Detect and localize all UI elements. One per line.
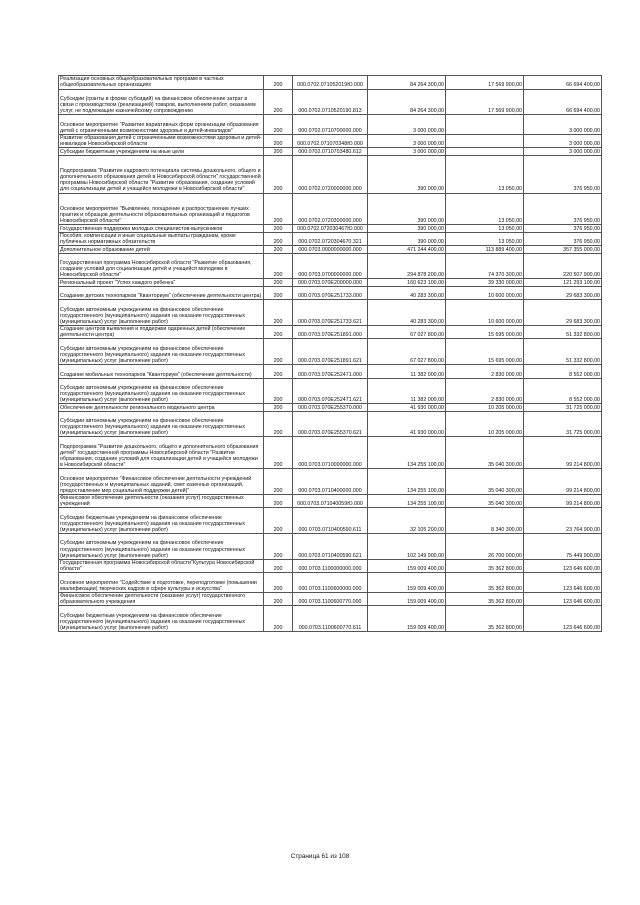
admin-code: 200 <box>264 193 293 225</box>
admin-code: 200 <box>264 606 293 632</box>
executed-amount: 39 330 000,00 <box>446 279 524 286</box>
table-row <box>59 534 602 560</box>
classification-code: 000.0703.070E251891.621 <box>293 339 368 365</box>
admin-code: 200 <box>264 469 293 495</box>
admin-code: 200 <box>264 534 293 560</box>
table-row <box>59 148 602 155</box>
executed-amount: 10 600 000,00 <box>446 300 524 326</box>
remaining-amount: 376 950,00 <box>524 232 602 246</box>
classification-code: 000.0703.070E252471.621 <box>293 378 368 404</box>
remaining-amount: 99 214 800,00 <box>524 469 602 495</box>
approved-amount: 84 264 300,00 <box>368 89 446 115</box>
classification-code: 000.0703.070E200000.000 <box>293 279 368 286</box>
approved-amount: 159 009 400,00 <box>368 573 446 593</box>
row-description: Основное мероприятие "Содействие в подготовке, переподготовке (повышении квалификации) творческих кадров в сфере культуры и искусства" <box>59 573 264 593</box>
remaining-amount: 123 646 600,00 <box>524 573 602 593</box>
admin-code: 200 <box>264 559 293 573</box>
table-row <box>59 573 602 593</box>
classification-code: 000.0702.0710700000.000 <box>293 115 368 135</box>
row-description: Государственная программа Новосибирской области"Культура Новосибирской области" <box>59 559 264 573</box>
row-description: Субсидии (гранты в форме субсидий) на финансовое обеспечение затрат в связи с производством (реализацией) товаров, выполнением работ, оказанием услуг, не подлежащие казначейскому сопровождению <box>59 89 264 115</box>
table-row <box>59 411 602 437</box>
executed-amount: 35 362 800,00 <box>446 606 524 632</box>
executed-amount: 113 889 400,00 <box>446 246 524 253</box>
row-description: Пособия, компенсации и иные социальные выплаты гражданам, кроме публичных нормативных обязательств <box>59 232 264 246</box>
classification-code: 000.0702.0710520190.813 <box>293 89 368 115</box>
table-row <box>59 279 602 286</box>
table-row <box>59 404 602 411</box>
classification-code: 000.0702.071070348Ю.000 <box>293 134 368 148</box>
remaining-amount: 3 000 000,00 <box>524 115 602 135</box>
row-description: Субсидии бюджетным учреждениям на финансовое обеспечение государственного (муниципального) задания на оказание государственных (муниципальных) услуг (выполнение работ) <box>59 508 264 534</box>
classification-code: 000.0703.070E251733.000 <box>293 286 368 300</box>
executed-amount: 8 340 300,00 <box>446 508 524 534</box>
admin-code: 200 <box>264 508 293 534</box>
executed-amount: 10 205 000,00 <box>446 404 524 411</box>
table-row <box>59 253 602 279</box>
table-row <box>59 232 602 246</box>
remaining-amount: 123 646 600,00 <box>524 606 602 632</box>
table-row <box>59 193 602 225</box>
executed-amount: 35 362 800,00 <box>446 573 524 593</box>
row-description: Подпрограмма "Развитие дошкольного, общего и дополнительного образования детей" государственной программы Новосибирской области "Развитие образования, создание условий для социализации детей и учащейся молодежи в Новосибирской области" <box>59 437 264 469</box>
executed-amount: 74 370 300,00 <box>446 253 524 279</box>
admin-code: 200 <box>264 494 293 508</box>
admin-code: 200 <box>264 89 293 115</box>
table-row <box>59 494 602 508</box>
classification-code: 000.0702.071052019Ю.000 <box>293 76 368 90</box>
admin-code: 200 <box>264 573 293 593</box>
executed-amount: 17 569 900,00 <box>446 89 524 115</box>
executed-amount: 17 569 900,00 <box>446 76 524 90</box>
admin-code: 200 <box>264 339 293 365</box>
approved-amount: 390 000,00 <box>368 225 446 232</box>
executed-amount: 13 050,00 <box>446 155 524 193</box>
table-row <box>59 286 602 300</box>
row-description: Основное мероприятие "Развитие вариативных форм организации образования детей с ограниченными возможностями здоровья и детей-инвалидов" <box>59 115 264 135</box>
approved-amount: 134 255 100,00 <box>368 494 446 508</box>
row-description: Подпрограмма "Развитие кадрового потенциала системы дошкольного, общего и дополнительного образования детей в Новосибирской области" государственной программы Новосибирской области "Развитие образования, создание условий для социализации детей и учащейся молодежи в Новосибирской области" <box>59 155 264 193</box>
admin-code: 200 <box>264 365 293 379</box>
row-description: Основное мероприятие "Выявление, поощрение и распространение лучших практик и образцов деятельности образовательных организаций и педагогов Новосибирской области" <box>59 193 264 225</box>
classification-code: 000.0703.0710400590.611 <box>293 508 368 534</box>
classification-code: 000.0703.1100600770.000 <box>293 592 368 606</box>
approved-amount: 40 283 300,00 <box>368 300 446 326</box>
classification-code: 000.0703.0700000000.000 <box>293 253 368 279</box>
classification-code: 000.0703.1100000000.000 <box>293 559 368 573</box>
table-row <box>59 134 602 148</box>
executed-amount: 35 362 800,00 <box>446 592 524 606</box>
executed-amount: 35 040 300,00 <box>446 469 524 495</box>
classification-code: 000.0702.072030467Ю.000 <box>293 225 368 232</box>
row-description: Финансовое обеспечение деятельности (оказания услуг) государственных учреждений <box>59 494 264 508</box>
approved-amount: 102 149 900,00 <box>368 534 446 560</box>
table-row <box>59 508 602 534</box>
classification-code: 000.0703.0710400000.000 <box>293 469 368 495</box>
approved-amount: 159 009 400,00 <box>368 606 446 632</box>
admin-code: 200 <box>264 411 293 437</box>
executed-amount: 13 050,00 <box>446 232 524 246</box>
row-description: Субсидии автономным учреждениям на финансовое обеспечение государственного (муниципального) задания на оказание государственных (муниципальных) услуг (выполнение работ) <box>59 534 264 560</box>
approved-amount: 11 382 000,00 <box>368 378 446 404</box>
classification-code: 000.0703.0000000000.000 <box>293 246 368 253</box>
remaining-amount: 220 507 900,00 <box>524 253 602 279</box>
row-description: Субсидии автономным учреждениям на финансовое обеспечение государственного (муниципального) задания на оказание государственных (муниципальных) услуг (выполнение работ) <box>59 411 264 437</box>
remaining-amount: 123 646 600,00 <box>524 592 602 606</box>
table-row <box>59 155 602 193</box>
remaining-amount: 357 355 000,00 <box>524 246 602 253</box>
classification-code: 000.0703.070E252471.000 <box>293 365 368 379</box>
approved-amount: 159 009 400,00 <box>368 592 446 606</box>
approved-amount: 390 000,00 <box>368 232 446 246</box>
classification-code: 000.0702.0710703480.612 <box>293 148 368 155</box>
row-description: Создание мобильных технопарков "Кванториум" (обеспечение деятельности) <box>59 365 264 379</box>
executed-amount <box>446 134 524 148</box>
classification-code: 000.0703.0710000000.000 <box>293 437 368 469</box>
executed-amount <box>446 115 524 135</box>
table-row <box>59 365 602 379</box>
executed-amount: 15 695 000,00 <box>446 325 524 339</box>
page-footer: Страница 61 из 108 <box>290 853 350 860</box>
approved-amount: 390 000,00 <box>368 155 446 193</box>
admin-code: 200 <box>264 253 293 279</box>
row-description: Субсидии бюджетным учреждениям на иные цели <box>59 148 264 155</box>
row-description: Государственная программа Новосибирской области "Развитие образования, создание условий для социализации детей и учащейся молодежи в Новосибирской области" <box>59 253 264 279</box>
table-row <box>59 592 602 606</box>
admin-code: 200 <box>264 232 293 246</box>
remaining-amount: 99 214 800,00 <box>524 494 602 508</box>
approved-amount: 41 930 000,00 <box>368 411 446 437</box>
row-description: Дополнительное образование детей <box>59 246 264 253</box>
remaining-amount: 23 764 900,00 <box>524 508 602 534</box>
admin-code: 200 <box>264 148 293 155</box>
classification-code: 000.0703.070E255370.000 <box>293 404 368 411</box>
executed-amount: 35 362 800,00 <box>446 559 524 573</box>
table-row <box>59 469 602 495</box>
row-description: Создание детских технопарков "Кванториум" (обеспечение деятельности центра) <box>59 286 264 300</box>
budget-table <box>58 75 602 632</box>
remaining-amount: 51 332 800,00 <box>524 325 602 339</box>
row-description: Основное мероприятие "Финансовое обеспечение деятельности учреждений (государственных и муниципальных заданий, смет казенных организаций, предоставление мер социальной поддержки детей)" <box>59 469 264 495</box>
classification-code: 000.0702.0720304670.321 <box>293 232 368 246</box>
classification-code: 000.0702.0720000000.000 <box>293 155 368 193</box>
approved-amount: 3 000 000,00 <box>368 148 446 155</box>
approved-amount: 134 255 100,00 <box>368 437 446 469</box>
remaining-amount: 121 293 100,00 <box>524 279 602 286</box>
executed-amount <box>446 148 524 155</box>
approved-amount: 3 000 000,00 <box>368 115 446 135</box>
admin-code: 200 <box>264 246 293 253</box>
table-row <box>59 559 602 573</box>
remaining-amount: 31 725 000,00 <box>524 404 602 411</box>
admin-code: 200 <box>264 286 293 300</box>
admin-code: 200 <box>264 76 293 90</box>
table-row <box>59 339 602 365</box>
executed-amount: 15 695 000,00 <box>446 339 524 365</box>
remaining-amount: 376 950,00 <box>524 193 602 225</box>
table-row <box>59 437 602 469</box>
row-description: Субсидии автономным учреждениям на финансовое обеспечение государственного (муниципального) задания на оказание государственных (муниципальных) услуг (выполнение работ) <box>59 300 264 326</box>
row-description: Субсидии автономным учреждениям на финансовое обеспечение государственного (муниципального) задания на оказание государственных (муниципальных) услуг (выполнение работ) <box>59 378 264 404</box>
executed-amount: 35 040 300,00 <box>446 494 524 508</box>
approved-amount: 390 000,00 <box>368 193 446 225</box>
table-row <box>59 89 602 115</box>
classification-code: 000.0702.0720300000.000 <box>293 193 368 225</box>
admin-code: 200 <box>264 300 293 326</box>
approved-amount: 471 244 400,00 <box>368 246 446 253</box>
admin-code: 200 <box>264 325 293 339</box>
executed-amount: 26 700 000,00 <box>446 534 524 560</box>
classification-code: 000.0703.1100600770.611 <box>293 606 368 632</box>
admin-code: 200 <box>264 155 293 193</box>
approved-amount: 11 382 000,00 <box>368 365 446 379</box>
executed-amount: 13 050,00 <box>446 225 524 232</box>
remaining-amount: 31 725 000,00 <box>524 411 602 437</box>
row-description: Субсидии бюджетным учреждениям на финансовое обеспечение государственного (муниципального) задания на оказание государственных (муниципальных) услуг (выполнение работ) <box>59 606 264 632</box>
admin-code: 200 <box>264 134 293 148</box>
row-description: Обеспечение деятельности регионального модельного центра <box>59 404 264 411</box>
approved-amount: 160 623 100,00 <box>368 279 446 286</box>
remaining-amount: 3 000 000,00 <box>524 148 602 155</box>
remaining-amount: 66 694 400,00 <box>524 76 602 90</box>
remaining-amount: 75 449 900,00 <box>524 534 602 560</box>
row-description: Субсидии автономным учреждениям на финансовое обеспечение государственного (муниципального) задания на оказание государственных (муниципальных) услуг (выполнение работ) <box>59 339 264 365</box>
admin-code: 200 <box>264 378 293 404</box>
executed-amount: 2 830 000,00 <box>446 365 524 379</box>
row-description: Развитие образования детей с ограниченными возможностями здоровья и детей-инвалидов Новосибирской области <box>60 135 262 148</box>
remaining-amount: 66 694 400,00 <box>524 89 602 115</box>
classification-code: 000.0703.070E251891.000 <box>293 325 368 339</box>
approved-amount: 3 000 000,00 <box>368 134 446 148</box>
approved-amount: 159 009 400,00 <box>368 559 446 573</box>
remaining-amount: 51 332 800,00 <box>524 339 602 365</box>
table-row <box>59 300 602 326</box>
table-row <box>59 246 602 253</box>
classification-code: 000.0703.071040059Ю.000 <box>293 494 368 508</box>
approved-amount: 294 878 200,00 <box>368 253 446 279</box>
table-row <box>59 606 602 632</box>
classification-code: 000.0703.070E255370.621 <box>293 411 368 437</box>
admin-code: 200 <box>264 437 293 469</box>
table-row <box>59 115 602 135</box>
budget-table-body <box>59 76 602 632</box>
admin-code: 200 <box>264 279 293 286</box>
remaining-amount: 376 950,00 <box>524 155 602 193</box>
approved-amount: 67 027 800,00 <box>368 339 446 365</box>
table-row <box>59 225 602 232</box>
approved-amount: 40 283 300,00 <box>368 286 446 300</box>
admin-code: 200 <box>264 225 293 232</box>
classification-code: 000.0703.0710400590.621 <box>293 534 368 560</box>
row-description: Государственная поддержка молодых специалистов-выпускников <box>59 225 264 232</box>
executed-amount: 10 205 000,00 <box>446 411 524 437</box>
table-row <box>59 76 602 90</box>
approved-amount: 134 255 100,00 <box>368 469 446 495</box>
approved-amount: 32 105 200,00 <box>368 508 446 534</box>
admin-code: 200 <box>264 404 293 411</box>
approved-amount: 41 930 000,00 <box>368 404 446 411</box>
row-description: Реализация основных общеобразовательных программ в частных общеобразовательных организациях <box>59 76 264 90</box>
row-description: Региональный проект "Успех каждого ребенка" <box>59 279 264 286</box>
classification-code: 000.0703.070E251733.621 <box>293 300 368 326</box>
table-row <box>59 325 602 339</box>
admin-code: 200 <box>264 592 293 606</box>
executed-amount: 10 600 000,00 <box>446 286 524 300</box>
row-description: Финансовое обеспечение деятельности (оказание услуг) государственного образовательного учреждения <box>59 592 264 606</box>
row-description: Создание центров выявления и поддержки одаренных детей (обеспечение деятельности центра) <box>59 325 264 339</box>
classification-code: 000.0703.1100600000.000 <box>293 573 368 593</box>
remaining-amount: 99 214 800,00 <box>524 437 602 469</box>
approved-amount: 84 264 300,00 <box>368 76 446 90</box>
executed-amount: 35 040 300,00 <box>446 437 524 469</box>
remaining-amount: 3 000 000,00 <box>524 134 602 148</box>
admin-code: 200 <box>264 115 293 135</box>
table-row <box>59 378 602 404</box>
remaining-amount: 123 646 600,00 <box>524 559 602 573</box>
approved-amount: 67 027 800,00 <box>368 325 446 339</box>
executed-amount: 2 830 000,00 <box>446 378 524 404</box>
remaining-amount: 8 552 000,00 <box>524 378 602 404</box>
remaining-amount: 376 950,00 <box>524 225 602 232</box>
remaining-amount: 29 683 300,00 <box>524 300 602 326</box>
remaining-amount: 29 683 300,00 <box>524 286 602 300</box>
executed-amount: 13 050,00 <box>446 193 524 225</box>
remaining-amount: 8 552 000,00 <box>524 365 602 379</box>
